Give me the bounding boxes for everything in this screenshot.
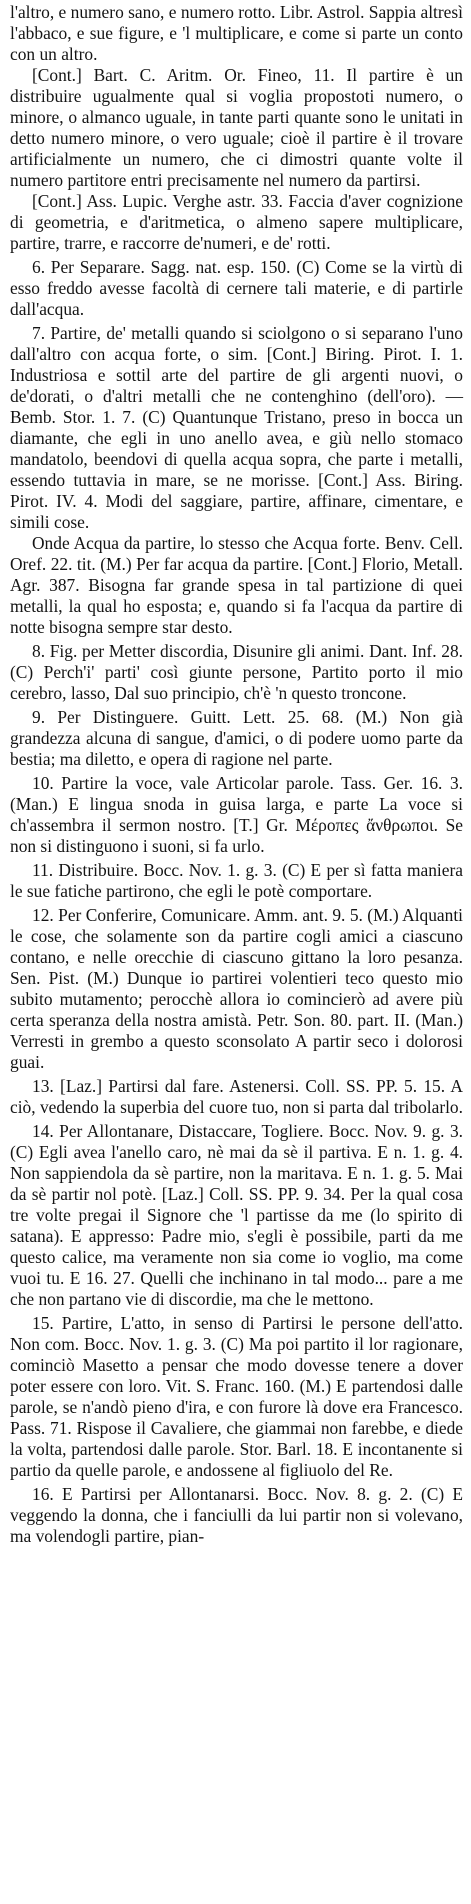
entry-sense-13: 13. [Laz.] Partirsi dal fare. Astenersi. Coll. SS. PP. 5. 15. A ciò, vedendo la superbia del cuore tuo, non si parta dal tribolarlo. [10,1076,463,1117]
entry-sense-12: 12. Per Conferire, Comunicare. Amm. ant. 9. 5. (M.) Alquanti le cose, che solamente son da partire cogli amici a ciascuno contano, e nelle orecchie di ciascuno gittano la loro pesanza. Sen. Pist. (M.) Dunque io partirei volentieri teco questo mio subito mutamento; perocchè allora io comincierò ad avere più certa speranza della nostra amistà. Petr. Son. 80. part. II. (Man.) Verresti in grembo a questo sconsolato A partir seco i dolorosi guai. [10,905,463,1072]
entry-sense-7: 7. Partire, de' metalli quando si sciolgono o si separano l'uno dall'altro con acqua forte, o sim. [Cont.] Biring. Pirot. I. 1. Industriosa e sottil arte del partire de gli argenti nuovi, o de'dorati, o d'altri metalli che ne contenghino (dell'oro). — Bemb. Stor. 1. 7. (C) Quantunque Tristano, preso in bocca un diamante, che egli in uno anello avea, e giù nello stomaco mandatolo, beendovi di quella acqua sopra, che parte i metalli, essendo tuttavia in mare, se ne morisse. [Cont.] Ass. Biring. Pirot. IV. 4. Modi del saggiare, partire, affinare, cimentare, e simili cose. [10,323,463,532]
entry-subsense-acqua-da-partire: Onde Acqua da partire, lo stesso che Acqua forte. Benv. Cell. Oref. 22. tit. (M.) Per far acqua da partire. [Cont.] Florio, Metall. Agr. 387. Bisogna far grande spesa in tal partizione di quei metalli, la qual ho esposta; e, quando si fa l'acqua da partire di notte bisogna sempre star desto. [10,533,463,637]
entry-sense-15: 15. Partire, L'atto, in senso di Partirsi le persone dell'atto. Non com. Bocc. Nov. 1. g. 3. (C) Ma poi partito il lor ragionare, cominciò Masetto a pensar che modo dovesse tenere a dover poter essere con loro. Vit. S. Franc. 160. (M.) E partendosi dalle parole, se n'andò pieno d'ira, e con furore là dove era Francesco. Pass. 71. Rispose il Cavaliere, che giammai non farebbe, e diede la volta, partendosi dalle parole. Stor. Barl. 18. E incontanente si partio da quelle parole, e andossene al figliuolo del Re. [10,1313,463,1480]
entry-sense-10: 10. Partire la voce, vale Articolar parole. Tass. Ger. 16. 3. (Man.) E lingua snoda in guisa larga, e parte La voce si ch'assembra il sermon nostro. [T.] Gr. Μέροπες ἄνθρωποι. Se non si distinguono i suoni, si fa urlo. [10,773,463,856]
entry-paragraph-citation-lupicini: [Cont.] Ass. Lupic. Verghe astr. 33. Faccia d'aver cognizione di geometria, e d'aritmetica, o almeno sapere multiplicare, partire, trarre, e raccorre de'numeri, e de' rotti. [10,191,463,253]
entry-sense-9: 9. Per Distinguere. Guitt. Lett. 25. 68. (M.) Non già grandezza alcuna di sangue, d'amici, o di podere uomo parte da bestia; ma diletto, e opera di ragione nel parte. [10,707,463,769]
entry-paragraph-continuation: l'altro, e numero sano, e numero rotto. Libr. Astrol. Sappia altresì l'abbaco, e sue figure, e 'l multiplicare, e come si parte un conto con un altro. [10,2,463,64]
entry-sense-8: 8. Fig. per Metter discordia, Disunire gli animi. Dant. Inf. 28. (C) Perch'i' parti' così giunte persone, Partito porto il mio cerebro, lasso, Dal suo principio, ch'è 'n questo troncone. [10,641,463,703]
entry-sense-6: 6. Per Separare. Sagg. nat. esp. 150. (C) Come se la virtù di esso freddo avesse facoltà di cernere tali materie, e di partirle dall'acqua. [10,257,463,319]
entry-sense-11: 11. Distribuire. Bocc. Nov. 1. g. 3. (C) E per sì fatta maniera le sue fatiche partirono, che egli le potè comportare. [10,860,463,901]
entry-paragraph-citation-bartoli: [Cont.] Bart. C. Aritm. Or. Fineo, 11. Il partire è un distribuire ugualmente qual si voglia propostoti numero, o minore, o almanco uguale, in tante parti quante sono le unitati in detto numero minore, o vero uguale; cioè il partire è il trovare artificialmente un numero, che ci dimostri quante volte il numero partitore entri precisamente nel numero da partirsi. [10,65,463,190]
entry-sense-16: 16. E Partirsi per Allontanarsi. Bocc. Nov. 8. g. 2. (C) E veggendo la donna, che i fanciulli da lui partir non si volevano, ma volendogli partire, pian- [10,1484,463,1546]
entry-sense-14: 14. Per Allontanare, Distaccare, Togliere. Bocc. Nov. 9. g. 3. (C) Egli avea l'anello caro, nè mai da sè il partiva. E n. 1. g. 4. Non sappiendola da sè partire, non la maritava. E n. 1. g. 5. Mai da sè partir nol potè. [Laz.] Coll. SS. PP. 9. 34. Per la qual cosa tre volte pregai il Signore che 'l partisse da me (lo spirito di satana). E appresso: Padre mio, s'egli è possibile, parti da me questo calice, ma veramente non sia come io voglio, ma come vuoi tu. E 16. 27. Quelli che inchinano in tal modo... pare a me che non partano vie di discordie, ma che le mettono. [10,1121,463,1309]
